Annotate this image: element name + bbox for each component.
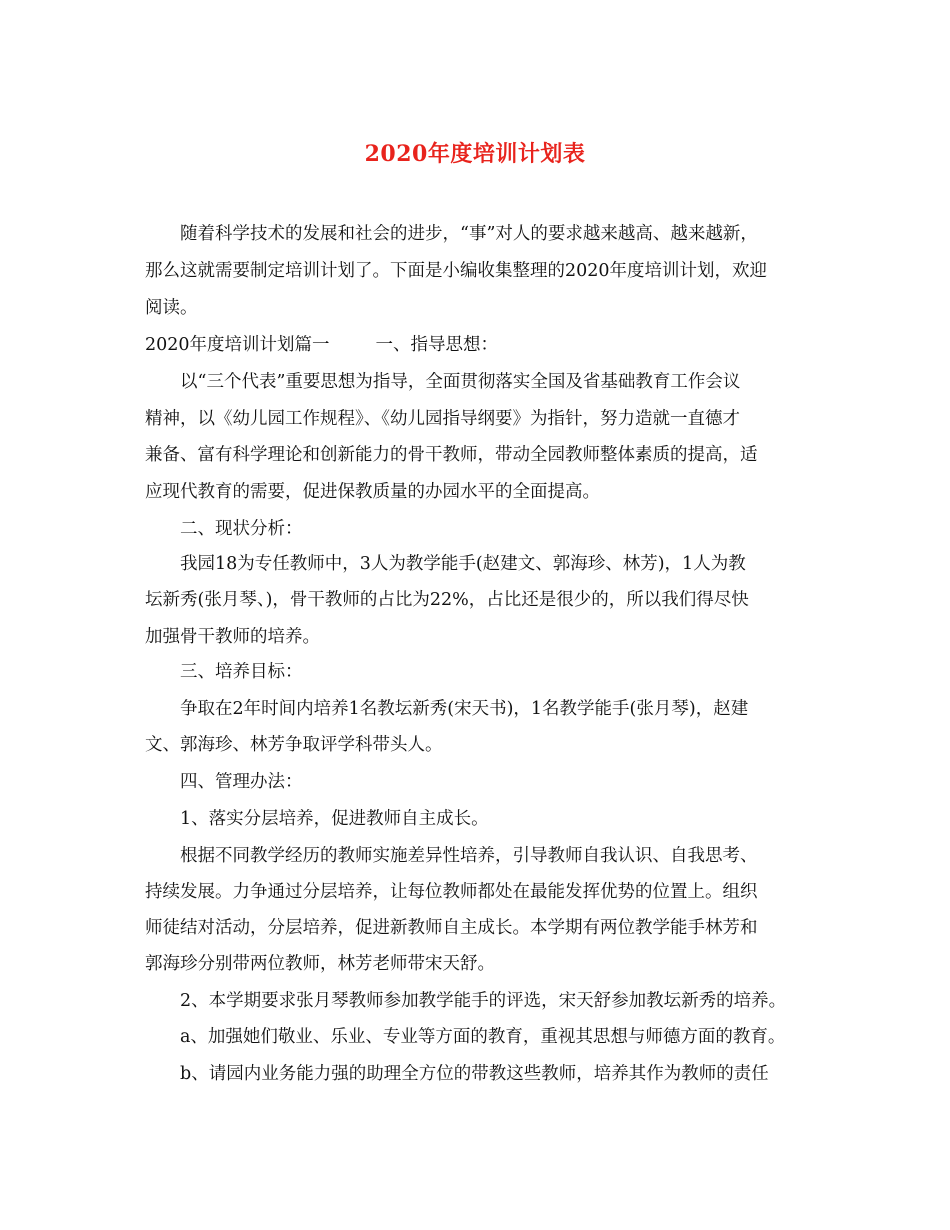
paragraph-line: 争取在2年时间内培养1名教坛新秀(宋天书)，1名教学能手(张月琴)，赵建 <box>180 699 749 719</box>
paragraph-line: 应现代教育的需要，促进保教质量的办园水平的全面提高。 <box>145 482 600 502</box>
paragraph-line: 坛新秀(张月琴、)，骨干教师的占比为22%，占比还是很少的，所以我们得尽快 <box>145 590 749 610</box>
paragraph-line: 根据不同教学经历的教师实施差异性培养，引导教师自我认识、自我思考、 <box>180 846 758 866</box>
paragraph-line: 那么这就需要制定培训计划了。下面是小编收集整理的2020年度培训计划，欢迎 <box>145 261 768 281</box>
document-title: 2020年度培训计划表 <box>364 141 586 167</box>
paragraph-line: 加强骨干教师的培养。 <box>145 627 320 647</box>
list-item: a、加强她们敬业、乐业、专业等方面的教育，重视其思想与师德方面的教育。 <box>180 1027 786 1047</box>
section-heading: 一、指导思想： <box>375 335 499 355</box>
list-item: 2、本学期要求张月琴教师参加教学能手的评选，宋天舒参加教坛新秀的培养。 <box>180 991 787 1011</box>
paragraph-line: 持续发展。力争通过分层培养，让每位教师都处在最能发挥优势的位置上。组织 <box>145 882 758 902</box>
list-item: 1、落实分层培养，促进教师自主成长。 <box>180 809 489 829</box>
paragraph-line: 以“三个代表”重要思想为指导，全面贯彻落实全国及省基础教育工作会议 <box>180 372 741 392</box>
paragraph-line: 郭海珍分别带两位教师，林芳老师带宋天舒。 <box>145 954 495 974</box>
section-heading: 四、管理办法： <box>180 772 303 792</box>
section-heading: 二、现状分析： <box>180 519 303 539</box>
paragraph-line: 精神，以《幼儿园工作规程》、《幼儿园指导纲要》为指针，努力造就一直德才 <box>145 409 740 429</box>
chapter-label: 2020年度培训计划篇一 <box>145 335 330 355</box>
paragraph-line: 我园18为专任教师中，3人为教学能手(赵建文、郭海珍、林芳)，1人为教 <box>180 554 746 574</box>
section-heading-line <box>145 333 498 357</box>
paragraph-line: 兼备、富有科学理论和创新能力的骨干教师，带动全园教师整体素质的提高，适 <box>145 445 758 465</box>
paragraph-line: 文、郭海珍、林芳争取评学科带头人。 <box>145 735 443 755</box>
paragraph-line: 阅读。 <box>145 298 198 318</box>
list-item: b、请园内业务能力强的助理全方位的带教这些教师，培养其作为教师的责任 <box>180 1064 769 1084</box>
paragraph-line: 随着科学技术的发展和社会的进步，“事”对人的要求越来越高、越来越新， <box>180 224 758 244</box>
paragraph-line: 师徒结对活动，分层培养，促进新教师自主成长。本学期有两位教学能手林芳和 <box>145 918 758 938</box>
section-heading: 三、培养目标： <box>180 662 303 682</box>
